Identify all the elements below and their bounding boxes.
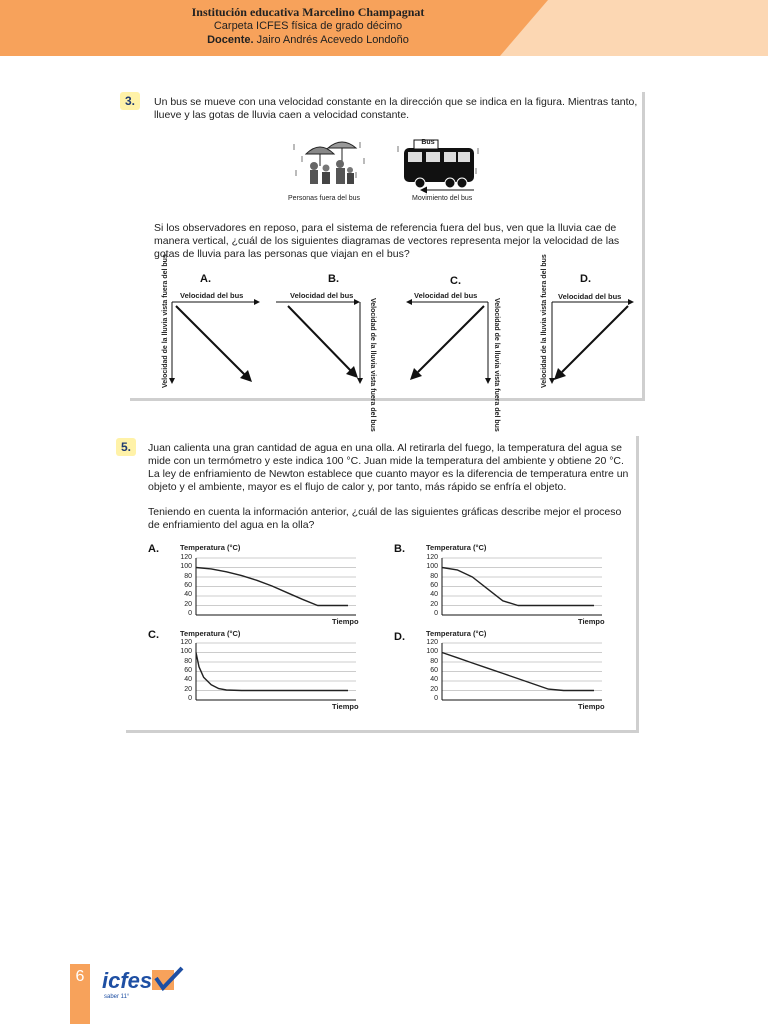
bus-sign: Bus (421, 139, 435, 146)
graph-a-ytick: 40 (184, 591, 192, 598)
caption-people: Personas fuera del bus (288, 195, 360, 202)
question-5-number: 5. (116, 438, 136, 456)
header-text (0, 5, 616, 47)
graph-a-ytick: 100 (180, 563, 192, 570)
graph-a-plot (194, 552, 364, 618)
icfes-check-logo-icon (150, 966, 184, 992)
graph-d-ytick: 120 (426, 639, 438, 646)
q3-option-d-v-label: Velocidad de la lluvia vista fuera del bus (541, 254, 548, 388)
graph-d-plot (440, 637, 610, 703)
graph-a-xlabel: Tiempo (332, 617, 359, 626)
q3-option-c-diagram (398, 294, 500, 432)
graph-a-ylabel: Temperatura (°C) (180, 543, 241, 552)
q3-option-b-v-label: Velocidad de la lluvia vista fuera del bus (369, 298, 376, 432)
q3-option-d-diagram (540, 254, 640, 394)
q3-option-c-v-label: Velocidad de la lluvia vista fuera del bus (493, 298, 500, 432)
q3-option-c-h-label: Velocidad del bus (414, 291, 478, 300)
graph-b-ytick: 40 (430, 591, 438, 598)
graph-b-xlabel: Tiempo (578, 617, 605, 626)
caption-bus-motion: Movimiento del bus (412, 195, 473, 202)
question-3-number: 3. (120, 92, 140, 110)
graph-c-ytick: 100 (180, 648, 192, 655)
graph-c-ytick: 120 (180, 639, 192, 646)
graph-c-ylabel: Temperatura (°C) (180, 629, 241, 638)
q3-option-d-letter: D. (580, 273, 591, 285)
q3-option-d-h-label: Velocidad del bus (558, 292, 622, 301)
question-3-prompt: Si los observadores en reposo, para el sistema de referencia fuera del bus, ven que la lluvia cae de manera vertical, ¿cuál de los siguientes diagramas de vectores representa mejor la velocidad de las gotas de lluvia para las personas que viajan en el bus? (154, 222, 620, 260)
graph-a-ytick: 120 (180, 554, 192, 561)
q3-option-a-diagram (160, 254, 270, 394)
rain-people-illustration (290, 136, 370, 192)
graph-b-ytick: 60 (430, 582, 438, 589)
graph-d-ytick: 100 (426, 648, 438, 655)
q3-option-a-v-label: Velocidad de la lluvia vista fuera del bus (162, 254, 169, 388)
q3-option-b-h-label: Velocidad del bus (290, 291, 354, 300)
bus-motion-arrow (420, 185, 476, 195)
graph-c-ytick: 20 (184, 686, 192, 693)
question-5-stem: Juan calienta una gran cantidad de agua en una olla. Al retirarla del fuego, la temperatura del agua se mide con un termómetro y este indica 100 °C. Juan mide la temperatura del ambiente y obtiene 20 °C. La ley de enfriamiento de Newton establece que cuanto mayor es la diferencia de temperatura entre un objeto y el ambiente, mayor es el flujo de calor y, por tanto, más rápido se enfría el objeto. (148, 442, 629, 493)
graph-a-ytick: 60 (184, 582, 192, 589)
graph-b-ytick: 80 (430, 573, 438, 580)
page-number: 6 (75, 968, 85, 985)
page-header (0, 0, 768, 56)
q3-option-a-letter: A. (200, 273, 211, 285)
graph-d-letter: D. (394, 631, 405, 643)
graph-a-ytick: 0 (188, 610, 192, 617)
graph-b-ytick: 0 (434, 610, 438, 617)
teacher-line (0, 33, 616, 47)
graph-b-ylabel: Temperatura (°C) (426, 543, 487, 552)
teacher-label: Docente. (207, 34, 254, 46)
graph-c-letter: C. (148, 629, 159, 641)
graph-a-letter: A. (148, 543, 159, 555)
graph-d-ytick: 40 (430, 676, 438, 683)
graph-b-ytick: 120 (426, 554, 438, 561)
institution-name: Institución educativa Marcelino Champagnat (191, 5, 425, 19)
q3-option-b-letter: B. (328, 273, 339, 285)
graph-b-ytick: 20 (430, 601, 438, 608)
graph-d-xlabel: Tiempo (578, 702, 605, 711)
graph-d-ytick: 20 (430, 686, 438, 693)
graph-a-ytick: 80 (184, 573, 192, 580)
graph-c-ytick: 60 (184, 667, 192, 674)
graph-d-ylabel: Temperatura (°C) (426, 629, 487, 638)
graph-c-ytick: 80 (184, 658, 192, 665)
graph-d-ytick: 60 (430, 667, 438, 674)
icfes-tagline: saber 11° (104, 994, 130, 1000)
graph-c-ytick: 0 (188, 695, 192, 702)
q3-option-a-h-label: Velocidad del bus (180, 291, 244, 300)
q3-option-b-diagram (272, 294, 372, 394)
question-3-stem: Un bus se mueve con una velocidad constante en la dirección que se indica en la figura. Mientras tanto, llueve y las gotas de lluvia caen a velocidad constante. (154, 96, 638, 121)
q3-option-c-letter: C. (450, 275, 461, 287)
question-5-prompt: Teniendo en cuenta la información anterior, ¿cuál de las siguientes gráficas describe mejor el proceso de enfriamiento del agua en la olla? (148, 506, 622, 531)
teacher-name: Jairo Andrés Acevedo Londoño (253, 34, 409, 46)
graph-b-plot (440, 552, 610, 618)
graph-b-letter: B. (394, 543, 405, 555)
graph-c-plot (194, 637, 364, 703)
graph-b-ytick: 100 (426, 563, 438, 570)
graph-c-xlabel: Tiempo (332, 702, 359, 711)
graph-d-ytick: 0 (434, 695, 438, 702)
folder-title: Carpeta ICFES física de grado décimo (213, 20, 403, 32)
icfes-logo-text: icfes (102, 968, 153, 993)
graph-a-ytick: 20 (184, 601, 192, 608)
graph-d-ytick: 80 (430, 658, 438, 665)
graph-c-ytick: 40 (184, 676, 192, 683)
